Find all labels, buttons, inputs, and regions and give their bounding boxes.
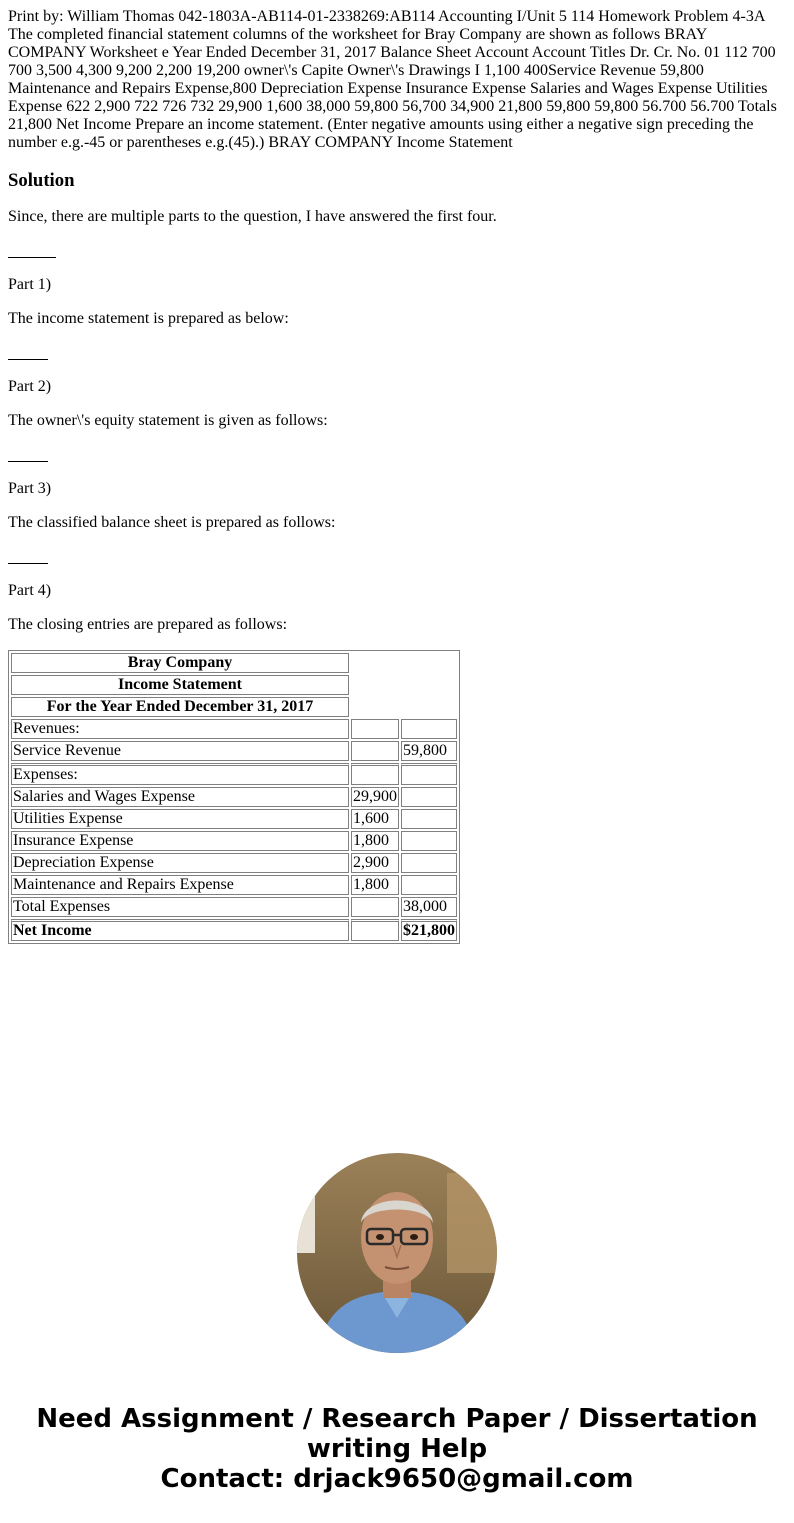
part-4-text: The closing entries are prepared as follows: [8,616,288,633]
service-revenue-amount: 59,800 [401,741,457,761]
part-1-label: Part 1) [8,276,52,293]
part-3-label: Part 3) [8,480,52,497]
net-income-amount: $21,800 [401,919,457,941]
table-row [11,763,457,785]
table-row [11,875,457,895]
expense-amount: 1,800 [351,831,399,851]
total-expenses-amount: 38,000 [401,897,457,917]
part-3-text: The classified balance sheet is prepared as follows: [8,514,336,531]
table-row [11,897,457,917]
service-revenue-label: Service Revenue [11,741,349,761]
part-1-text: The income statement is prepared as below: [8,310,289,327]
expense-label: Maintenance and Repairs Expense [11,875,349,895]
part-2-label: Part 2) [8,378,52,395]
table-row [11,853,457,873]
ad-line-1: Need Assignment / Research Paper / Dissertation [36,1404,758,1434]
solution-intro: Since, there are multiple parts to the question, I have answered the first four. [8,208,497,225]
separator [8,548,786,566]
table-row [11,831,457,851]
total-expenses-label: Total Expenses [11,897,349,917]
net-income-label: Net Income [11,919,349,941]
part-2-text: The owner\'s equity statement is given as follows: [8,412,328,429]
header-blank [351,653,457,717]
table-row [11,653,457,673]
table-row [11,919,457,941]
author-avatar [297,1153,497,1353]
revenues-label: Revenues: [11,719,349,739]
table-row [11,741,457,761]
ad-line-2: writing Help [306,1434,488,1464]
company-name: Bray Company [11,653,349,673]
expense-label: Depreciation Expense [11,853,349,873]
expense-amount: 2,900 [351,853,399,873]
question-text: Print by: William Thomas 042-1803A-AB114-01-2338269:AB114 Accounting I/Unit 5 114 Homework Problem 4-3A The completed financial statement columns of the worksheet for Bray Company are shown as follows BRAY COMPANY Worksheet e Year Ended December 31, 2017 Balance Sheet Account Account Titles Dr. Cr. No. 01 112 700 700 3,500 4,300 9,200 2,200 19,200 owner\'s Capite Owner\'s Drawings I 1,100 400Service Revenue 59,800 Maintenance and Repairs Expense,800 Depreciation Expense Insurance Expense Salaries and Wages Expense Utilities Expense 622 2,900 722 726 732 29,900 1,600 38,000 59,800 56,700 34,900 21,800 59,800 59,800 56.700 56.700 Totals 21,800 Net Income Prepare an income statement. (Enter negative amounts using either a negative sign preceding the number e.g.-45 or parentheses e.g.(45).) BRAY COMPANY Income Statement [8,8,777,151]
author-portrait [297,1153,497,1353]
table-row [11,809,457,829]
statement-title: Income Statement [11,675,349,695]
income-statement-table [8,650,460,944]
expense-amount: 1,800 [351,875,399,895]
part-4-label: Part 4) [8,582,52,599]
expense-label: Utilities Expense [11,809,349,829]
separator [8,446,786,464]
expenses-label: Expenses: [11,763,349,785]
expense-amount: 1,600 [351,809,399,829]
table-row [11,719,457,739]
expense-label: Insurance Expense [11,831,349,851]
separator [8,344,786,362]
expense-amount: 29,900 [353,788,397,805]
expense-label: Salaries and Wages Expense [11,787,349,807]
solution-heading: Solution [8,170,75,191]
ad-contact: Contact: drjack9650@gmail.com [160,1464,634,1494]
statement-period: For the Year Ended December 31, 2017 [11,697,349,717]
advertisement-banner [0,1404,794,1494]
table-row [11,787,457,807]
separator [8,242,786,260]
